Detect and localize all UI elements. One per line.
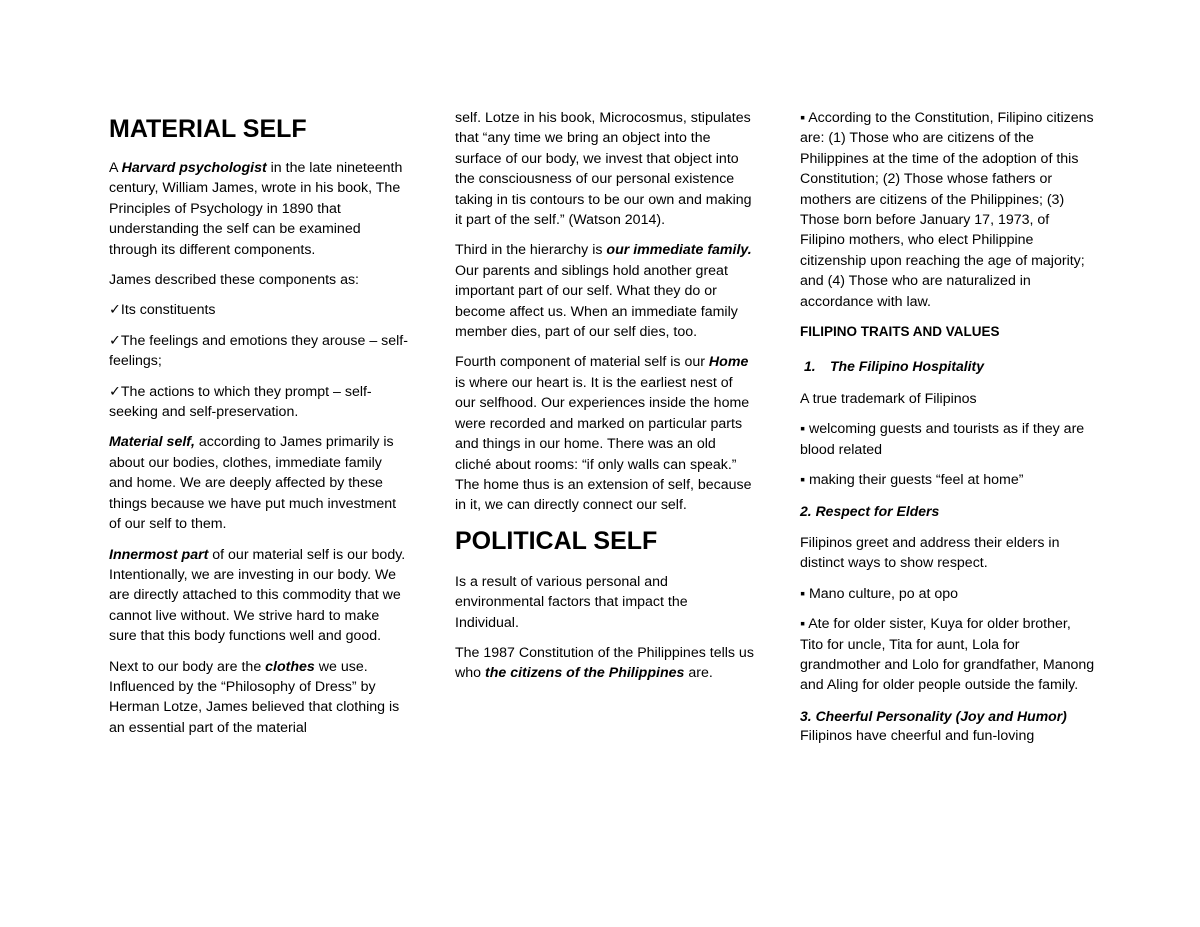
column-2 <box>455 108 755 694</box>
paragraph-citizens-list: ▪ According to the Constitution, Filipino citizens are: (1) Those who are citizens of the Philippines at the time of the adoption of this Constitution; (2) Those whose fathers or mothers are citizens of the Philippines; (3) Those born before January 17, 1973, of Filipino mothers, who elect Philippine citizenship upon reaching the age of majority; and (4) Those who are naturalized in accordance with law. <box>800 110 1094 310</box>
bullet-kinship-terms: ▪ Ate for older sister, Kuya for older brother, Tito for uncle, Tita for aunt, Lola for grandmother and Lolo for grandfather, Manong and Aling for older people outside the family. <box>800 616 1095 694</box>
paragraph-trademark: A true trademark of Filipinos <box>800 390 977 407</box>
paragraph-innermost-part: Innermost part of our material self is our body. Intentionally, we are investing in our body. We are directly attached to this commodity that we cannot live without. We strive hard to make sure that this body functions well and good. <box>109 546 406 645</box>
paragraph-cheerful: Filipinos have cheerful and fun-loving <box>800 728 1035 745</box>
political-self-title: POLITICAL SELF <box>455 526 658 555</box>
trait-respect-heading: 2. Respect for Elders <box>800 502 940 519</box>
paragraph-immediate-family: Third in the hierarchy is our immediate family. Our parents and siblings hold another great important part of our self. What they do or become affect us. When an immediate family member dies, part of our self dies, too. <box>455 242 752 341</box>
bullet-mano-culture: ▪ Mano culture, po at opo <box>800 585 959 602</box>
check-item-constituents: ✓Its constituents <box>109 302 216 319</box>
paragraph-home: Fourth component of material self is our Home is where our heart is. It is the earliest nest of our selfhood. Our experiences inside the home were recorded and marked on particular parts and things in our home. There was an old cliché about rooms: “if only walls can speak.” The home thus is an extension of self, because in it, we can directly connect our self. <box>455 354 752 514</box>
paragraph-lotze: self. Lotze in his book, Microcosmus, stipulates that “any time we bring an object into the surface of our body, we invest that object into the consciousness of our personal existence taking in tis contours to be our own and making it part of the self.” (Watson 2014). <box>455 110 752 229</box>
check-item-actions: ✓The actions to which they prompt – self-seeking and self-preservation. <box>109 383 372 421</box>
trait-cheerful-heading: 3. Cheerful Personality (Joy and Humor) <box>800 707 1067 724</box>
traits-heading: FILIPINO TRAITS AND VALUES <box>800 324 1000 340</box>
paragraph-material-self: Material self, according to James primarily is about our bodies, clothes, immediate family and home. We are deeply affected by these things because we have put much investment of our self to them. <box>109 434 397 533</box>
paragraph-clothes: Next to our body are the clothes we use. Influenced by the “Philosophy of Dress” by Herman Lotze, James believed that clothing is an essential part of the material <box>109 658 400 736</box>
paragraph-components-intro: James described these components as: <box>109 272 359 289</box>
paragraph-james-intro: A Harvard psychologist in the late nineteenth century, William James, wrote in his book, The Principles of Psychology in 1890 that understanding the self can be examined through its different components. <box>109 160 403 258</box>
bullet-welcoming-guests: ▪ welcoming guests and tourists as if they are blood related <box>800 421 1085 458</box>
paragraph-constitution: The 1987 Constitution of the Philippines tells us who the citizens of the Philippines are. <box>455 644 754 682</box>
material-self-title: MATERIAL SELF <box>109 115 307 143</box>
column-1 <box>109 108 409 748</box>
paragraph-political-self: Is a result of various personal and environmental factors that impact the Individual. <box>455 573 688 631</box>
paragraph-greet-elders: Filipinos greet and address their elders in distinct ways to show respect. <box>800 534 1060 572</box>
trait-hospitality-heading: 1. The Filipino Hospitality <box>804 358 984 375</box>
bullet-feel-at-home: ▪ making their guests “feel at home” <box>800 472 1024 489</box>
check-item-feelings: ✓The feelings and emotions they arouse – self-feelings; <box>109 332 408 370</box>
column-3 <box>800 108 1095 757</box>
